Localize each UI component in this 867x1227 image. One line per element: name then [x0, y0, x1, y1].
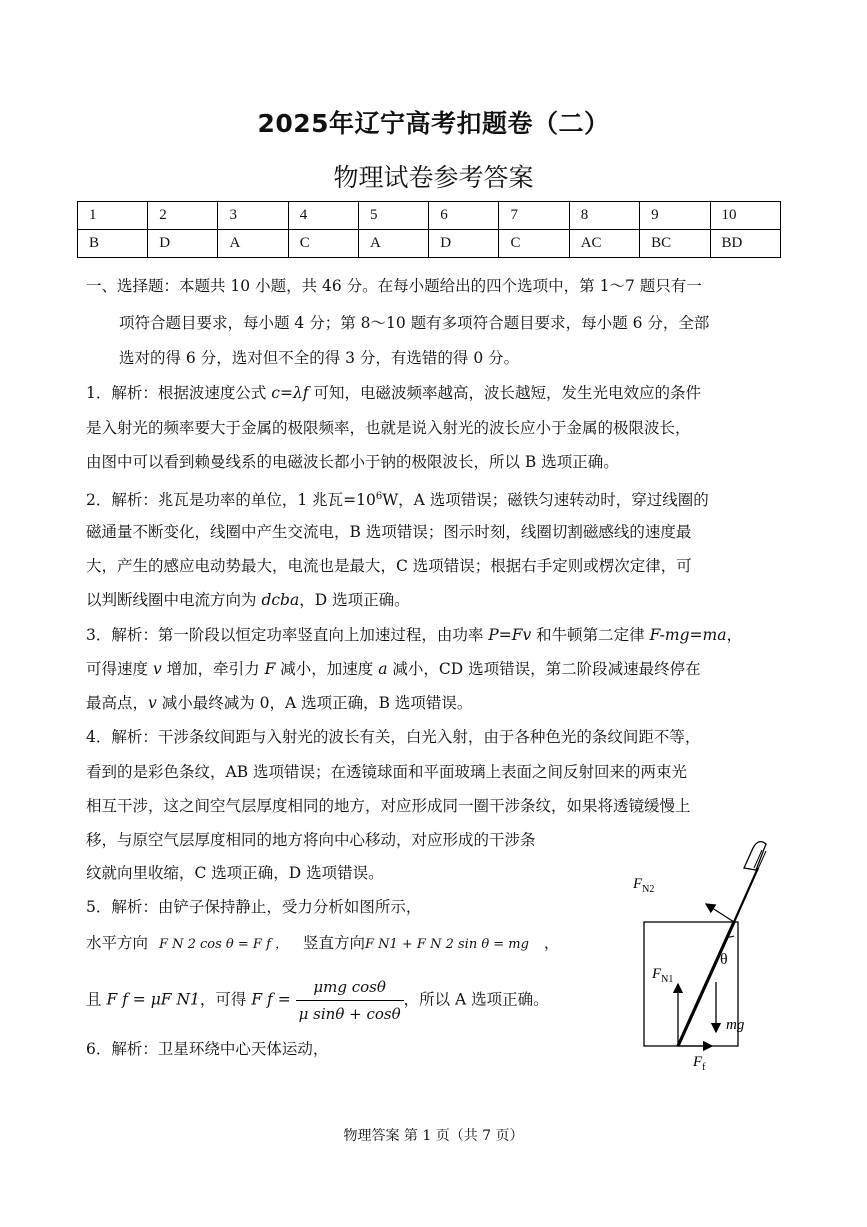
can-get-label: ，可得: [199, 990, 247, 1009]
vertical-equation: F N1 + F N 2 sin θ = mg: [364, 937, 529, 952]
fn2-label: $F_{N2}$: [633, 876, 655, 895]
q4-line-4: 移，与原空气层厚度相同的地方将向中心移动，对应形成的干涉条: [86, 831, 536, 849]
question-number-cell: 10: [710, 202, 781, 230]
page-subtitle: 物理试卷参考答案: [333, 163, 534, 192]
vertical-equation-end: ，: [543, 934, 560, 952]
q3-line-1: [86, 625, 742, 645]
q6-line-1: 6．解析：卫星环绕中心天体运动，: [86, 1040, 329, 1058]
q3-text: 增加，牵引力: [161, 660, 265, 678]
answer-cell: D: [148, 230, 218, 258]
q3-text: 最高点，: [86, 694, 149, 712]
page-footer: 物理答案 第 1 页（共 7 页）: [343, 1128, 524, 1144]
q2-text: 以判断线圈中电流方向为: [86, 591, 262, 609]
question-number-cell: 7: [499, 202, 569, 230]
power-exponent: 6: [375, 491, 383, 502]
answer-cell: BC: [640, 230, 710, 258]
power-formula: P=Fv: [488, 626, 532, 644]
q5-line-3: [86, 976, 549, 1025]
question-number-cell: 1: [78, 202, 148, 230]
horizontal-equation: F N 2 cos θ = F f ，: [158, 937, 289, 952]
q3-line-3: [86, 693, 472, 713]
answer-cell: C: [499, 230, 569, 258]
q3-line-2: [86, 659, 701, 679]
question-number-cell: 8: [569, 202, 639, 230]
question-number-cell: 3: [218, 202, 288, 230]
q2-text: 2．解析：兆瓦是功率的单位，1 兆瓦=10: [86, 491, 376, 510]
and-label: 且: [86, 990, 102, 1009]
q2-text: W，A 选项错误；磁铁匀速转动时，穿过线圈的: [382, 491, 709, 510]
velocity-symbol: v: [148, 694, 157, 712]
answer-table-answer-row: [78, 230, 781, 258]
q4-line-2: 看到的是彩色条纹，AB 选项错误；在透镜球面和平面玻璃上表面之间反射回来的两束光: [86, 763, 688, 781]
q3-text: 减小，CD 选项错误，第二阶段减速最终停在: [387, 660, 701, 678]
vertical-label: 竖直方向: [302, 934, 365, 952]
q1-text: 可知，电磁波频率越高，波长越短，发生光电效应的条件: [308, 384, 701, 402]
question-number-cell: 4: [288, 202, 358, 230]
mg-label: mg: [726, 1017, 745, 1033]
horizontal-label: 水平方向: [86, 934, 149, 952]
intro-line-2: 项符合题目要求，每小题 4 分；第 8～10 题有多项符合题目要求，每小题 6 分，全部: [119, 314, 710, 332]
force-diagram: [600, 836, 770, 1076]
q2-line-1: [86, 487, 709, 510]
answer-cell: C: [288, 230, 358, 258]
wave-speed-formula: c=λf: [271, 384, 309, 402]
q2-line-3: 大，产生的感应电动势最大，电流也是最大，C 选项错误；根据右手定则或楞次定律，可: [86, 557, 692, 575]
q5-line-2: [86, 933, 559, 955]
force-symbol: F: [264, 660, 276, 678]
velocity-symbol: v: [152, 660, 162, 678]
q3-text: 减小，加速度: [275, 660, 379, 678]
intro-line-3: 选对的得 6 分，选对但不全的得 3 分，有选错的得 0 分。: [119, 349, 520, 367]
q2-line-2: 磁通量不断变化，线圈中产生交流电，B 选项错误；图示时刻，线圈切割磁感线的速度最: [86, 523, 692, 541]
answer-table: [77, 201, 781, 258]
shovel-shaft-upper: [734, 868, 758, 922]
q5-line-1: 5．解析：由铲子保持静止，受力分析如图所示，: [86, 898, 422, 916]
q2-text: ，D 选项正确。: [299, 591, 410, 609]
q1-line-1: [86, 383, 701, 403]
answer-cell: BD: [710, 230, 781, 258]
q1-line-3: 由图中可以看到赖曼线系的电磁波长都小于钠的极限波长，所以 B 选项正确。: [86, 453, 619, 471]
intro-line-1: 一、选择题：本题共 10 小题，共 46 分。在每小题给出的四个选项中，第 1～7 题只有一: [86, 277, 702, 295]
friction-result-lhs: F f =: [251, 990, 291, 1009]
q5-conclusion: ，所以 A 选项正确。: [403, 990, 549, 1009]
question-number-cell: 2: [148, 202, 218, 230]
acceleration-symbol: a: [378, 660, 388, 678]
q1-line-2: 是入射光的频率要大于金属的极限频率，也就是说入射光的波长应小于金属的极限波长，: [86, 419, 691, 437]
q3-text: ，: [726, 626, 742, 644]
answer-cell: D: [429, 230, 499, 258]
page-title: 2025年辽宁高考扣题卷（二）: [257, 109, 610, 138]
question-number-cell: 5: [358, 202, 428, 230]
q4-line-1: 4．解析：干涉条纹间距与入射光的波长有关，白光入射，由于各种色光的条纹间距不等，: [86, 728, 701, 746]
q4-line-5: 纹就向里收缩，C 选项正确，D 选项错误。: [86, 864, 384, 882]
answer-table-number-row: [78, 202, 781, 230]
q2-line-4: [86, 590, 410, 610]
current-direction: dcba: [261, 591, 300, 609]
normal-force-2-arrow: [706, 904, 734, 922]
friction-fraction: [296, 976, 404, 1025]
question-number-cell: 6: [429, 202, 499, 230]
q3-text: 和牛顿第二定律: [531, 626, 650, 644]
theta-label: θ: [720, 951, 728, 968]
ff-label: $F_f$: [693, 1054, 706, 1073]
q3-text: 3．解析：第一阶段以恒定功率竖直向上加速过程，由功率: [86, 626, 489, 644]
answer-cell: A: [218, 230, 288, 258]
fraction-denominator: μ sinθ + cosθ: [298, 1005, 401, 1023]
answer-cell: A: [358, 230, 428, 258]
fn1-label: $F_{N1}$: [652, 966, 674, 985]
q4-line-3: 相互干涉，这之间空气层厚度相同的地方，对应形成同一圈干涉条纹，如果将透镜缓慢上: [86, 797, 691, 815]
friction-equation: F f = μF N1: [106, 990, 200, 1009]
q3-text: 可得速度: [86, 660, 153, 678]
newton-formula: F-mg=ma: [649, 626, 727, 644]
q1-text: 1．解析：根据波速度公式: [86, 384, 272, 402]
fraction-numerator: μmg cosθ: [296, 976, 404, 1001]
question-number-cell: 9: [640, 202, 710, 230]
answer-cell: B: [78, 230, 148, 258]
answer-cell: AC: [569, 230, 639, 258]
q3-text: 减小最终减为 0，A 选项正确，B 选项错误。: [156, 694, 473, 712]
